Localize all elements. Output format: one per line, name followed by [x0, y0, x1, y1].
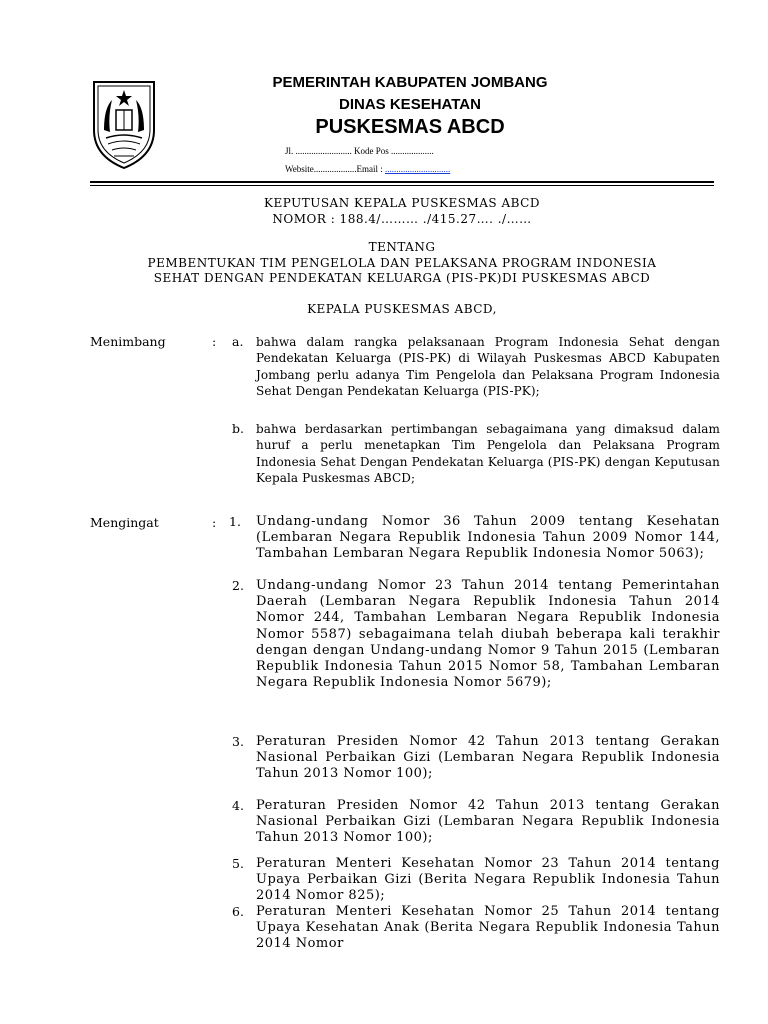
menimbang-marker-a: a. [232, 334, 244, 349]
mengingat-marker-1: 1. [229, 514, 241, 529]
mengingat-item-1: Undang-undang Nomor 36 Tahun 2009 tentang Kesehatan (Lembaran Negara Republik Indonesia Tahun 2009 Nomor 144, Tambahan Lembaran Negara Republik Indonesia Nomor 5063); [256, 514, 720, 562]
mengingat-marker-4: 4. [232, 798, 244, 813]
menimbang-item-b: bahwa berdasarkan pertimbangan sebagaimana yang dimaksud dalam huruf a perlu menetapkan Tim Pengelola dan Pelaksana Program Indonesia Sehat Dengan Pendekatan Keluarga (PIS-PK) dengan Keputusan Kepala Puskesmas ABCD; [256, 422, 720, 485]
menimbang-marker-b: b. [232, 421, 244, 436]
website-label: Website...................Email : [285, 164, 386, 174]
mengingat-colon: : [212, 515, 217, 530]
letterhead-government: PEMERINTAH KABUPATEN JOMBANG [272, 74, 548, 91]
letterhead-contact [285, 164, 450, 174]
tentang-heading: TENTANG [368, 240, 436, 254]
mengingat-marker-2: 2. [232, 578, 244, 593]
decree-title: KEPUTUSAN KEPALA PUSKESMAS ABCD [264, 196, 540, 210]
mengingat-marker-3: 3. [232, 734, 244, 749]
coat-of-arms-logo [90, 78, 158, 170]
mengingat-item-2: Undang-undang Nomor 23 Tahun 2014 tentang Pemerintahan Daerah (Lembaran Negara Republik Indonesia Tahun 2014 Nomor 244, Tambahan Lembaran Negara Republik Indonesia Nomor 5587) sebagaimana telah diubah beberapa kali terakhir dengan dengan Undang-undang Nomor 9 Tahun 2015 (Lembaran Republik Indonesia Tahun 2015 Nomor 58, Tambahan Lembaran Negara Republik Indonesia Nomor 5679); [256, 578, 720, 691]
mengingat-item-3: Peraturan Presiden Nomor 42 Tahun 2013 tentang Gerakan Nasional Perbaikan Gizi (Lembaran Negara Republik Indonesia Tahun 2013 Nomor 100); [256, 734, 720, 782]
letterhead-department: DINAS KESEHATAN [339, 96, 481, 113]
issuing-official: KEPALA PUSKESMAS ABCD, [307, 302, 497, 316]
mengingat-item-4: Peraturan Presiden Nomor 42 Tahun 2013 tentang Gerakan Nasional Perbaikan Gizi (Lembaran Negara Republik Indonesia Tahun 2013 Nomor 100); [256, 798, 720, 846]
menimbang-colon: : [212, 334, 217, 349]
decree-subject-line-1: PEMBENTUKAN TIM PENGELOLA DAN PELAKSANA PROGRAM INDONESIA [147, 256, 657, 270]
mengingat-label: Mengingat [90, 515, 159, 530]
letterhead-rule-thin [90, 185, 714, 186]
mengingat-marker-6: 6. [232, 904, 244, 919]
menimbang-label: Menimbang [90, 334, 166, 349]
menimbang-item-a: bahwa dalam rangka pelaksanaan Program Indonesia Sehat dengan Pendekatan Keluarga (PIS-PK) di Wilayah Puskesmas ABCD Kabupaten Jombang perlu adanya Tim Pengelola dan Pelaksana Program Indonesia Sehat Dengan Pendekatan Keluarga (PIS-PK); [256, 335, 720, 398]
mengingat-item-6: Peraturan Menteri Kesehatan Nomor 25 Tahun 2014 tentang Upaya Kesehatan Anak (Berita Negara Republik Indonesia Tahun 2014 Nomor [256, 904, 720, 952]
letterhead-address: Jl. ......................... Kode Pos ................... [285, 146, 434, 156]
letterhead-institution: PUSKESMAS ABCD [315, 116, 505, 138]
email-link[interactable]: ............................. [385, 164, 451, 174]
mengingat-marker-5: 5. [232, 856, 244, 871]
decree-subject-line-2: SEHAT DENGAN PENDEKATAN KELUARGA (PIS-PK)DI PUSKESMAS ABCD [153, 271, 651, 285]
mengingat-item-5: Peraturan Menteri Kesehatan Nomor 23 Tahun 2014 tentang Upaya Perbaikan Gizi (Berita Negara Republik Indonesia Tahun 2014 Nomor 825); [256, 856, 720, 904]
letterhead-rule-thick [90, 181, 714, 183]
decree-number: NOMOR : 188.4/……… ./415.27…. ./…… [272, 212, 532, 226]
